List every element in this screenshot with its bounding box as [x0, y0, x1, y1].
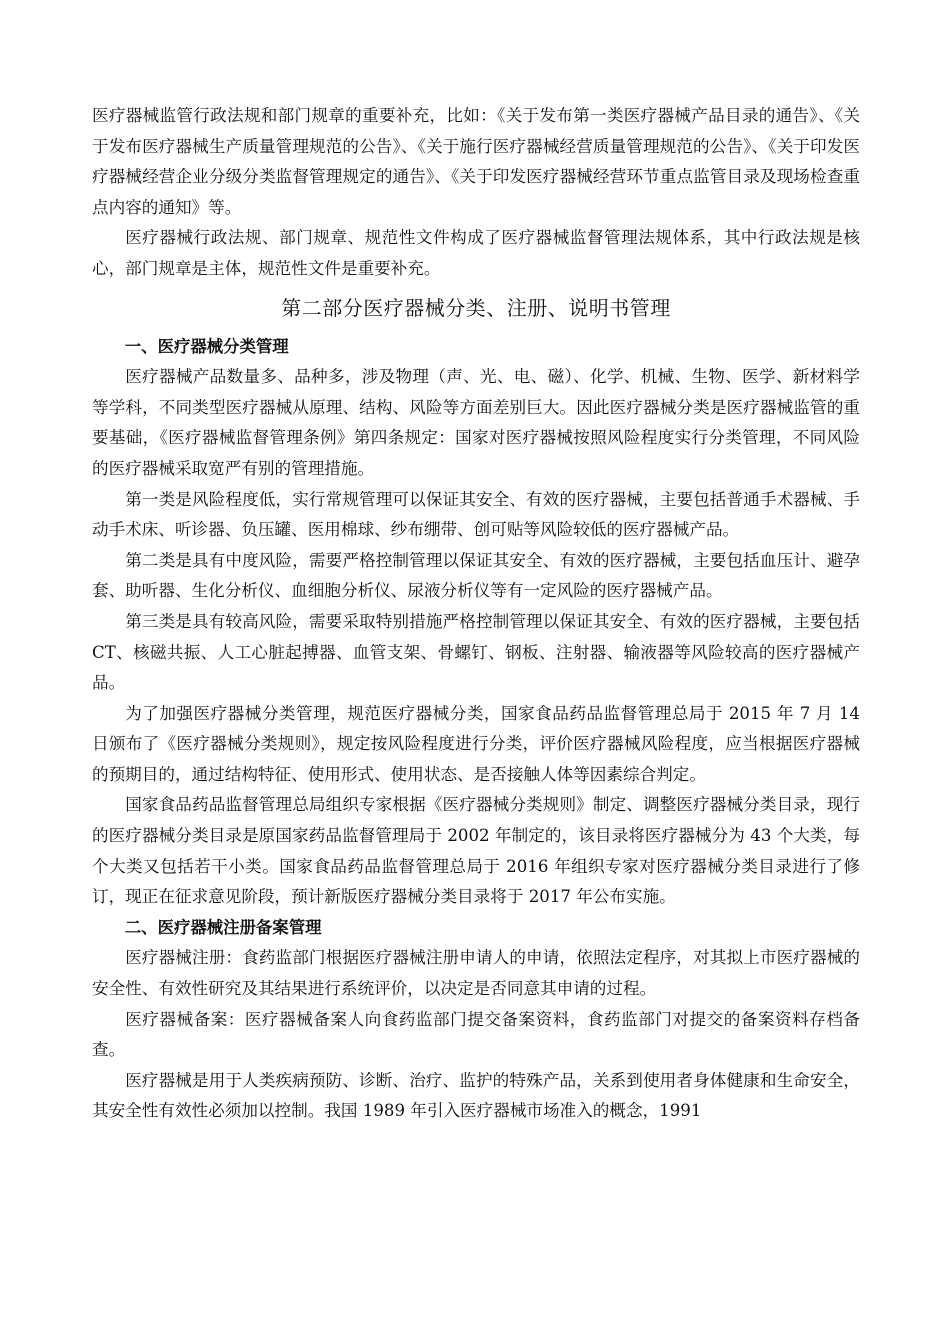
paragraph: 医疗器械是用于人类疾病预防、诊断、治疗、监护的特殊产品，关系到使用者身体健康和生命安全，其安全性有效性必须加以控制。我国 1989 年引入医疗器械市场准入的概念，1991 — [92, 1070, 860, 1121]
paragraph: 第三类是具有较高风险，需要采取特别措施严格控制管理以保证其安全、有效的医疗器械，主要包括CT、核磁共振、人工心脏起搏器、血管支架、骨螺钉、钢板、注射器、输液器等风险较高的医疗器械产品。 — [92, 611, 860, 693]
paragraph: 第二类是具有中度风险，需要严格控制管理以保证其安全、有效的医疗器械，主要包括血压计、避孕套、助听器、生化分析仪、血细胞分析仪、尿液分析仪等有一定风险的医疗器械产品。 — [92, 550, 860, 601]
section-heading: 二、医疗器械注册备案管理 — [124, 917, 322, 937]
document-page — [92, 101, 860, 1127]
paragraph: 第一类是风险程度低，实行常规管理可以保证其安全、有效的医疗器械，主要包括普通手术器械、手动手术床、听诊器、负压罐、医用棉球、纱布绷带、创可贴等风险较低的医疗器械产品。 — [92, 489, 860, 540]
paragraph: 国家食品药品监督管理总局组织专家根据《医疗器械分类规则》制定、调整医疗器械分类目录，现行的医疗器械分类目录是原国家药品监督管理局于 2002 年制定的，该目录将医疗器械分为 43 个大类，每个大类又包括若干小类。国家食品药品监督管理总局于 2016 年组织专家对医疗器械分类目录进行了修订，现正在征求意见阶段，预计新版医疗器械分类目录将于 2017 年公布实施。 — [92, 795, 860, 907]
paragraph: 医疗器械产品数量多、品种多，涉及物理（声、光、电、磁）、化学、机械、生物、医学、新材料学等学科，不同类型医疗器械从原理、结构、风险等方面差别巨大。因此医疗器械分类是医疗器械监管的重要基础，《医疗器械监督管理条例》第四条规定：国家对医疗器械按照风险程度实行分类管理，不同风险的医疗器械采取宽严有别的管理措施。 — [92, 367, 860, 478]
section-classification — [92, 332, 860, 913]
section-heading: 一、医疗器械分类管理 — [124, 336, 289, 356]
paragraph: 医疗器械备案：医疗器械备案人向食药监部门提交备案资料，食药监部门对提交的备案资料存档备查。 — [92, 1009, 860, 1060]
paragraph: 医疗器械注册：食药监部门根据医疗器械注册申请人的申请，依照法定程序，对其拟上市医疗器械的安全性、有效性研究及其结果进行系统评价，以决定是否同意其申请的过程。 — [92, 948, 860, 999]
paragraph: 医疗器械监管行政法规和部门规章的重要补充，比如：《关于发布第一类医疗器械产品目录的通告》、《关于发布医疗器械生产质量管理规范的公告》、《关于施行医疗器械经营质量管理规范的公告》、《关于印发医疗器械经营企业分级分类监督管理规定的通告》、《关于印发医疗器械经营环节重点监管目录及现场检查重点内容的通知》等。 — [92, 106, 860, 217]
section-registration — [92, 913, 860, 1127]
paragraph: 医疗器械行政法规、部门规章、规范性文件构成了医疗器械监督管理法规体系，其中行政法规是核心，部门规章是主体，规范性文件是重要补充。 — [92, 228, 860, 278]
part-title: 第二部分医疗器械分类、注册、说明书管理 — [281, 295, 671, 320]
paragraph: 为了加强医疗器械分类管理，规范医疗器械分类，国家食品药品监督管理总局于 2015 年 7 月 14 日颁布了《医疗器械分类规则》，规定按风险程度进行分类，评价医疗器械风险程度，应当根据医疗器械的预期目的，通过结构特征、使用形式、使用状态、是否接触人体等因素综合判定。 — [92, 703, 860, 784]
